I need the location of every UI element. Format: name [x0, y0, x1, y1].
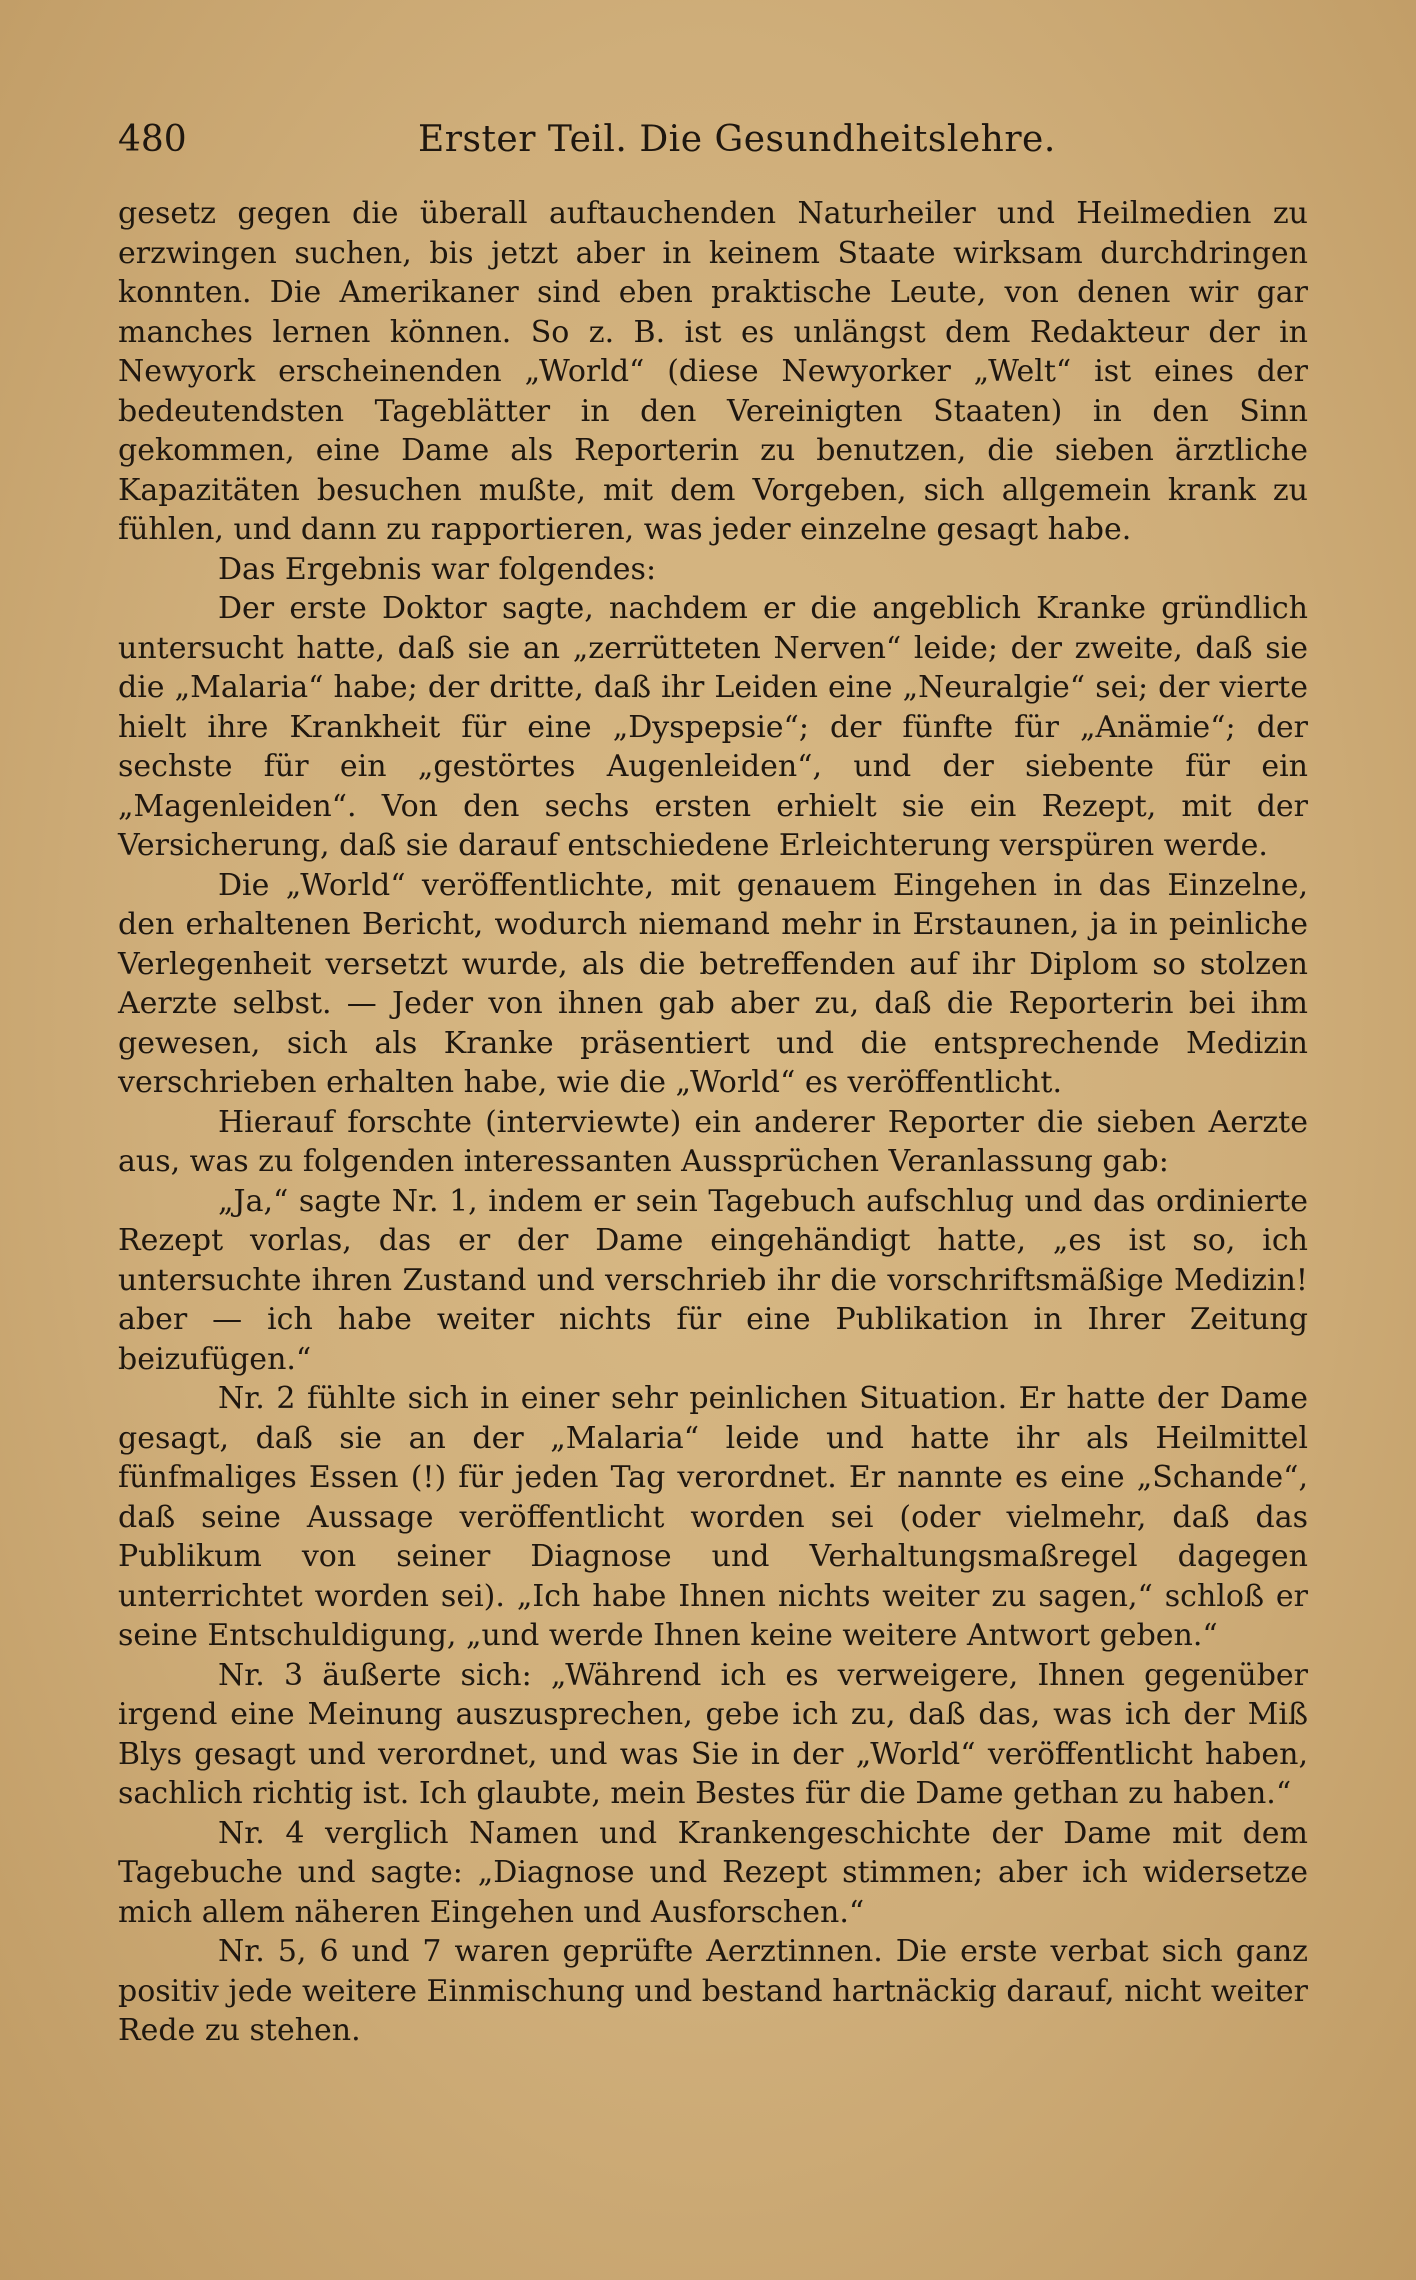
- paragraph-result-intro: Das Ergebnis war folgendes:: [218, 551, 657, 587]
- paragraph-world-report: Die „World“ veröffentlichte, mit genauem Eingehen in das Einzelne, den erhaltenen Bericht, wodurch niemand mehr in Erstaunen, ja in peinliche Verlegenheit versetzt wurde, als die betreffenden auf ihr Diplom so stolzen Aerzte selbst. — Jeder von ihnen gab aber zu, daß die Reporterin bei ihm gewesen, sich als Kranke präsentiert und die entsprechende Medizin verschrieben erhalten habe, wie die „World“ es veröffentlicht.: [118, 867, 1308, 1100]
- paragraph-interview: Hierauf forschte (interviewte) ein anderer Reporter die sieben Aerzte aus, was zu folgenden interessanten Aussprüchen Veranlassung gab:: [118, 1104, 1308, 1179]
- book-page: [118, 108, 1308, 2228]
- paragraph-doctor-3: Nr. 3 äußerte sich: „Während ich es verweigere, Ihnen gegenüber irgend eine Meinung auszusprechen, gebe ich zu, daß das, was ich der Miß Blys gesagt und verordnet, und was Sie in der „World“ veröffentlicht haben, sachlich richtig ist. Ich glaubte, mein Bestes für die Dame gethan zu haben.“: [118, 1657, 1308, 1811]
- paragraph-continuation: gesetz gegen die überall auftauchenden Naturheiler und Heilmedien zu erzwingen suchen, bis jetzt aber in keinem Staate wirksam durchdringen konnten. Die Amerikaner sind eben praktische Leute, von denen wir gar manches lernen können. So z. B. ist es unlängst dem Redakteur der in Newyork erscheinenden „World“ (diese Newyorker „Welt“ ist eines der bedeutendsten Tageblätter in den Vereinigten Staaten) in den Sinn gekommen, eine Dame als Reporterin zu benutzen, die sieben ärztliche Kapazitäten besuchen mußte, mit dem Vorgeben, sich allgemein krank zu fühlen, und dann zu rapportieren, was jeder einzelne gesagt habe.: [118, 196, 1308, 547]
- paragraph-doctor-4: Nr. 4 verglich Namen und Krankengeschichte der Dame mit dem Tagebuche und sagte: „Diagnose und Rezept stimmen; aber ich widersetze mich allem näheren Eingehen und Ausforschen.“: [118, 1815, 1308, 1930]
- body-text: [118, 194, 1308, 2051]
- paragraph-doctor-1: „Ja,“ sagte Nr. 1, indem er sein Tagebuch aufschlug und das ordinierte Rezept vorlas, das er der Dame eingehändigt hatte, „es ist so, ich untersuchte ihren Zustand und verschrieb ihr die vorschriftsmäßige Medizin! aber — ich habe weiter nichts für eine Publikation in Ihrer Zeitung beizufügen.“: [118, 1183, 1308, 1377]
- paragraph-doctors-5-7: Nr. 5, 6 und 7 waren geprüfte Aerztinnen. Die erste verbat sich ganz positiv jede weitere Einmischung und bestand hartnäckig darauf, nicht weiter Rede zu stehen.: [118, 1934, 1308, 2048]
- paragraph-doctor-2: Nr. 2 fühlte sich in einer sehr peinlichen Situation. Er hatte der Dame gesagt, daß sie an der „Malaria“ leide und hatte ihr als Heilmittel fünfmaliges Essen (!) für jeden Tag verordnet. Er nannte es eine „Schande“, daß seine Aussage veröffentlicht worden sei (oder vielmehr, daß das Publikum von seiner Diagnose und Verhaltungsmaßregel dagegen unterrichtet worden sei). „Ich habe Ihnen nichts weiter zu sagen,“ schloß er seine Entschuldigung, „und werde Ihnen keine weitere Antwort geben.“: [118, 1381, 1308, 1653]
- running-head: [118, 108, 1308, 172]
- running-title: Erster Teil. Die Gesundheitslehre.: [418, 119, 1056, 160]
- paragraph-diagnoses: Der erste Doktor sagte, nachdem er die angeblich Kranke gründlich untersucht hatte, daß sie an „zerrütteten Nerven“ leide; der zweite, daß sie die „Malaria“ habe; der dritte, daß ihr Leiden eine „Neuralgie“ sei; der vierte hielt ihre Krankheit für eine „Dyspepsie“; der fünfte für „Anämie“; der sechste für ein „gestörtes Augenleiden“, und der siebente für ein „Magenleiden“. Von den sechs ersten erhielt sie ein Rezept, mit der Versicherung, daß sie darauf entschiedene Erleichterung verspüren werde.: [118, 591, 1308, 863]
- page-number: 480: [118, 119, 187, 160]
